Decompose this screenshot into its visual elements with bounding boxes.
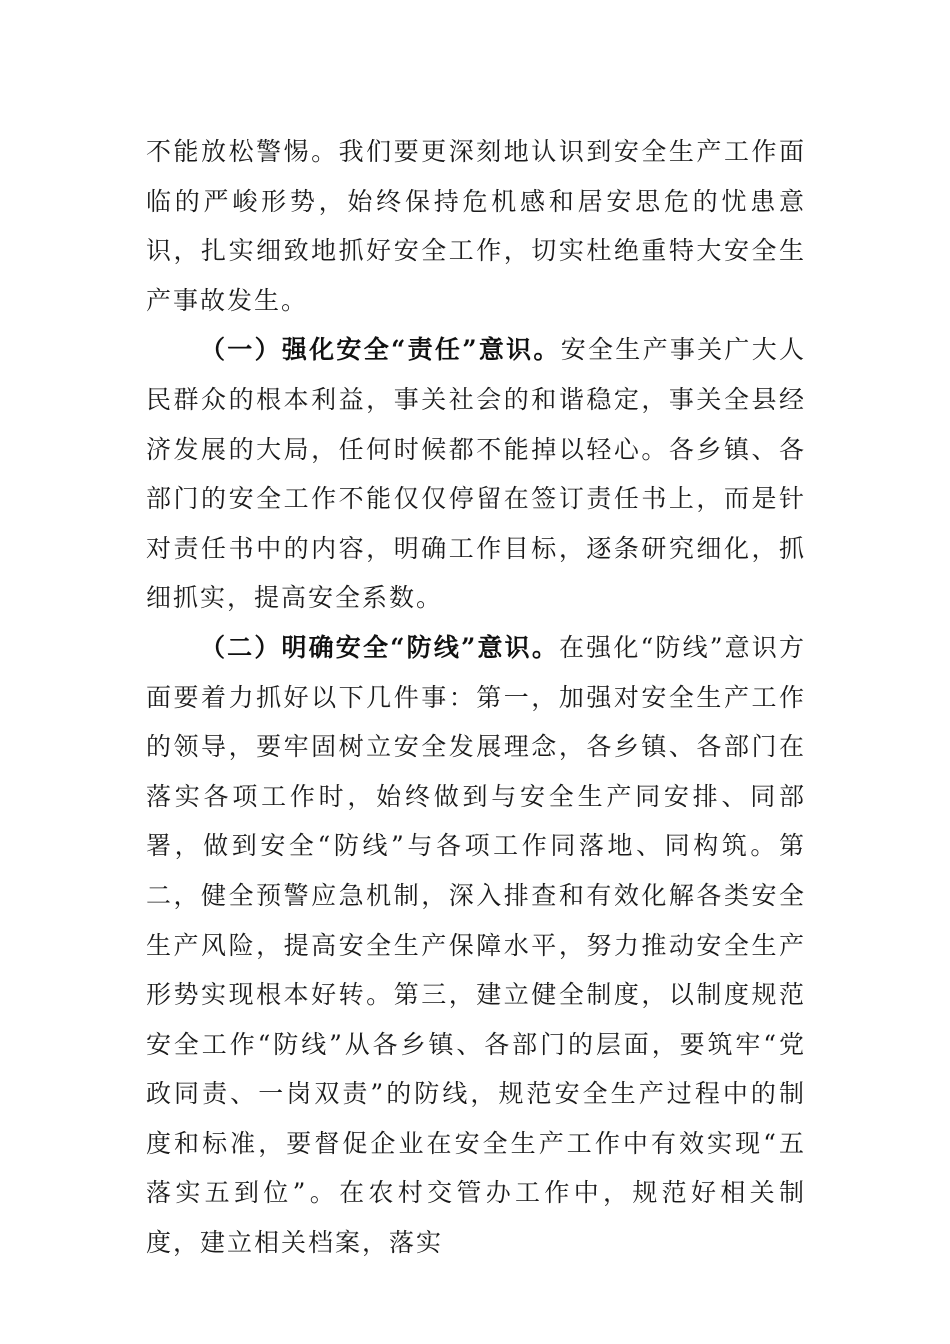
paragraph-text: 安全生产事关广大人民群众的根本利益，事关社会的和谐稳定，事关全县经济发展的大局，任何时候都不能掉以轻心。各乡镇、各部门的安全工作不能仅仅停留在签订责任书上，而是针对责任书中的内容，明确工作目标，逐条研究细化，抓细抓实，提高安全系数。 — [146, 335, 806, 613]
paragraph-responsibility — [146, 325, 806, 623]
section-heading-responsibility: （一）强化安全“责任”意识。 — [200, 335, 561, 365]
body-text — [146, 127, 806, 1268]
paragraph-text: 在强化“防线”意识方面要着力抓好以下几件事：第一，加强对安全生产工作的领导，要牢固树立安全发展理念，各乡镇、各部门在落实各项工作时，始终做到与安全生产同安排、同部署，做到安全“防线”与各项工作同落地、同构筑。第二，健全预警应急机制，深入排查和有效化解各类安全生产风险，提高安全生产保障水平，努力推动安全生产形势实现根本好转。第三，建立健全制度，以制度规范安全工作“防线”从各乡镇、各部门的层面，要筑牢“党政同责、一岗双责”的防线，规范安全生产过程中的制度和标准，要督促企业在安全生产工作中有效实现“五落实五到位”。在农村交管办工作中，规范好相关制度，建立相关档案，落实 — [146, 632, 806, 1258]
paragraph-text: 不能放松警惕。我们要更深刻地认识到安全生产工作面临的严峻形势，始终保持危机感和居安思危的忧患意识，扎实细致地抓好安全工作，切实杜绝重特大安全生产事故发生。 — [146, 137, 806, 315]
paragraph-defense-line — [146, 623, 806, 1268]
paragraph-continuation — [146, 127, 806, 325]
section-heading-defense-line: （二）明确安全“防线”意识。 — [200, 632, 559, 662]
